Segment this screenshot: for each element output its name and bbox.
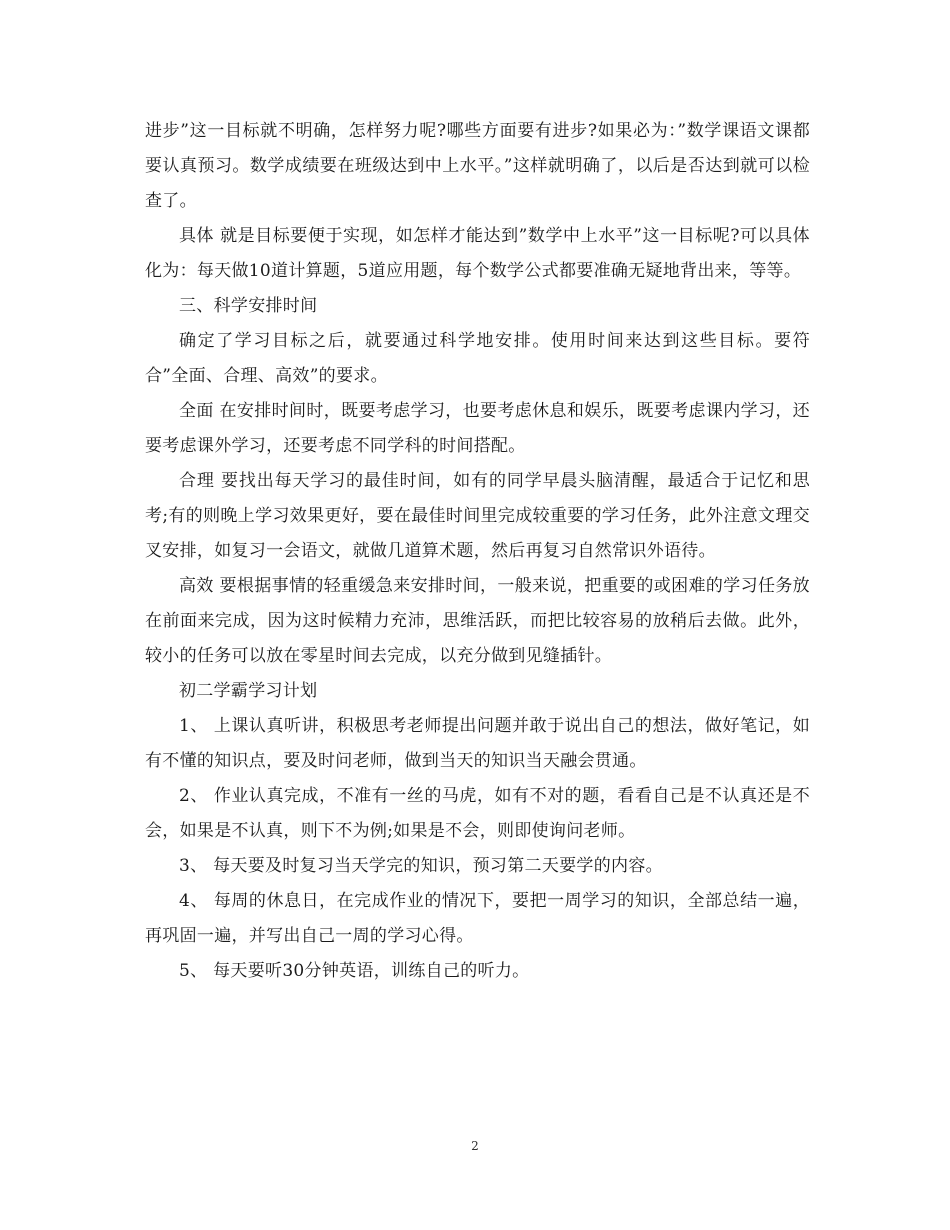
document-body (145, 114, 810, 989)
section-heading-schedule: 三、科学安排时间 (179, 296, 318, 316)
list-item-3: 3、 每天要及时复习当天学完的知识，预习第二天要学的内容。 (179, 856, 663, 876)
list-item-1: 1、 上课认真听讲，积极思考老师提出问题并敢于说出自己的想法，做好笔记，如有不懂的知识点，要及时问老师，做到当天的知识当天融会贯通。 (145, 716, 810, 771)
paragraph-continuation: 进步”这一目标就不明确，怎样努力呢?哪些方面要有进步?如果必为：”数学课语文课都要认真预习。数学成绩要在班级达到中上水平。”这样就明确了，以后是否达到就可以检查了。 (145, 121, 810, 211)
page-number: 2 (471, 1139, 479, 1153)
paragraph-reasonable: 合理 要找出每天学习的最佳时间，如有的同学早晨头脑清醒，最适合于记忆和思考;有的则晚上学习效果更好，要在最佳时间里完成较重要的学习任务，此外注意文理交叉安排，如复习一会语文，就做几道算术题，然后再复习自然常识外语待。 (145, 471, 810, 561)
paragraph-specific: 具体 就是目标要便于实现，如怎样才能达到”数学中上水平”这一目标呢?可以具体化为：每天做10道计算题，5道应用题，每个数学公式都要准确无疑地背出来，等等。 (145, 226, 810, 281)
section-heading-study-plan: 初二学霸学习计划 (179, 681, 318, 701)
list-item-4: 4、 每周的休息日，在完成作业的情况下，要把一周学习的知识，全部总结一遍，再巩固一遍，并写出自己一周的学习心得。 (145, 891, 810, 946)
list-item-5: 5、 每天要听30分钟英语，训练自己的听力。 (179, 961, 530, 981)
paragraph-efficient: 高效 要根据事情的轻重缓急来安排时间，一般来说，把重要的或困难的学习任务放在前面来完成，因为这时候精力充沛，思维活跃，而把比较容易的放稍后去做。此外，较小的任务可以放在零星时间去完成，以充分做到见缝插针。 (145, 576, 810, 666)
paragraph-schedule-intro: 确定了学习目标之后，就要通过科学地安排。使用时间来达到这些目标。要符合”全面、合理、高效”的要求。 (145, 331, 810, 386)
list-item-2: 2、 作业认真完成，不准有一丝的马虎，如有不对的题，看看自己是不认真还是不会，如果是不认真，则下不为例;如果是不会，则即使询问老师。 (145, 786, 810, 841)
paragraph-comprehensive: 全面 在安排时间时，既要考虑学习，也要考虑休息和娱乐，既要考虑课内学习，还要考虑课外学习，还要考虑不同学科的时间搭配。 (145, 401, 810, 456)
